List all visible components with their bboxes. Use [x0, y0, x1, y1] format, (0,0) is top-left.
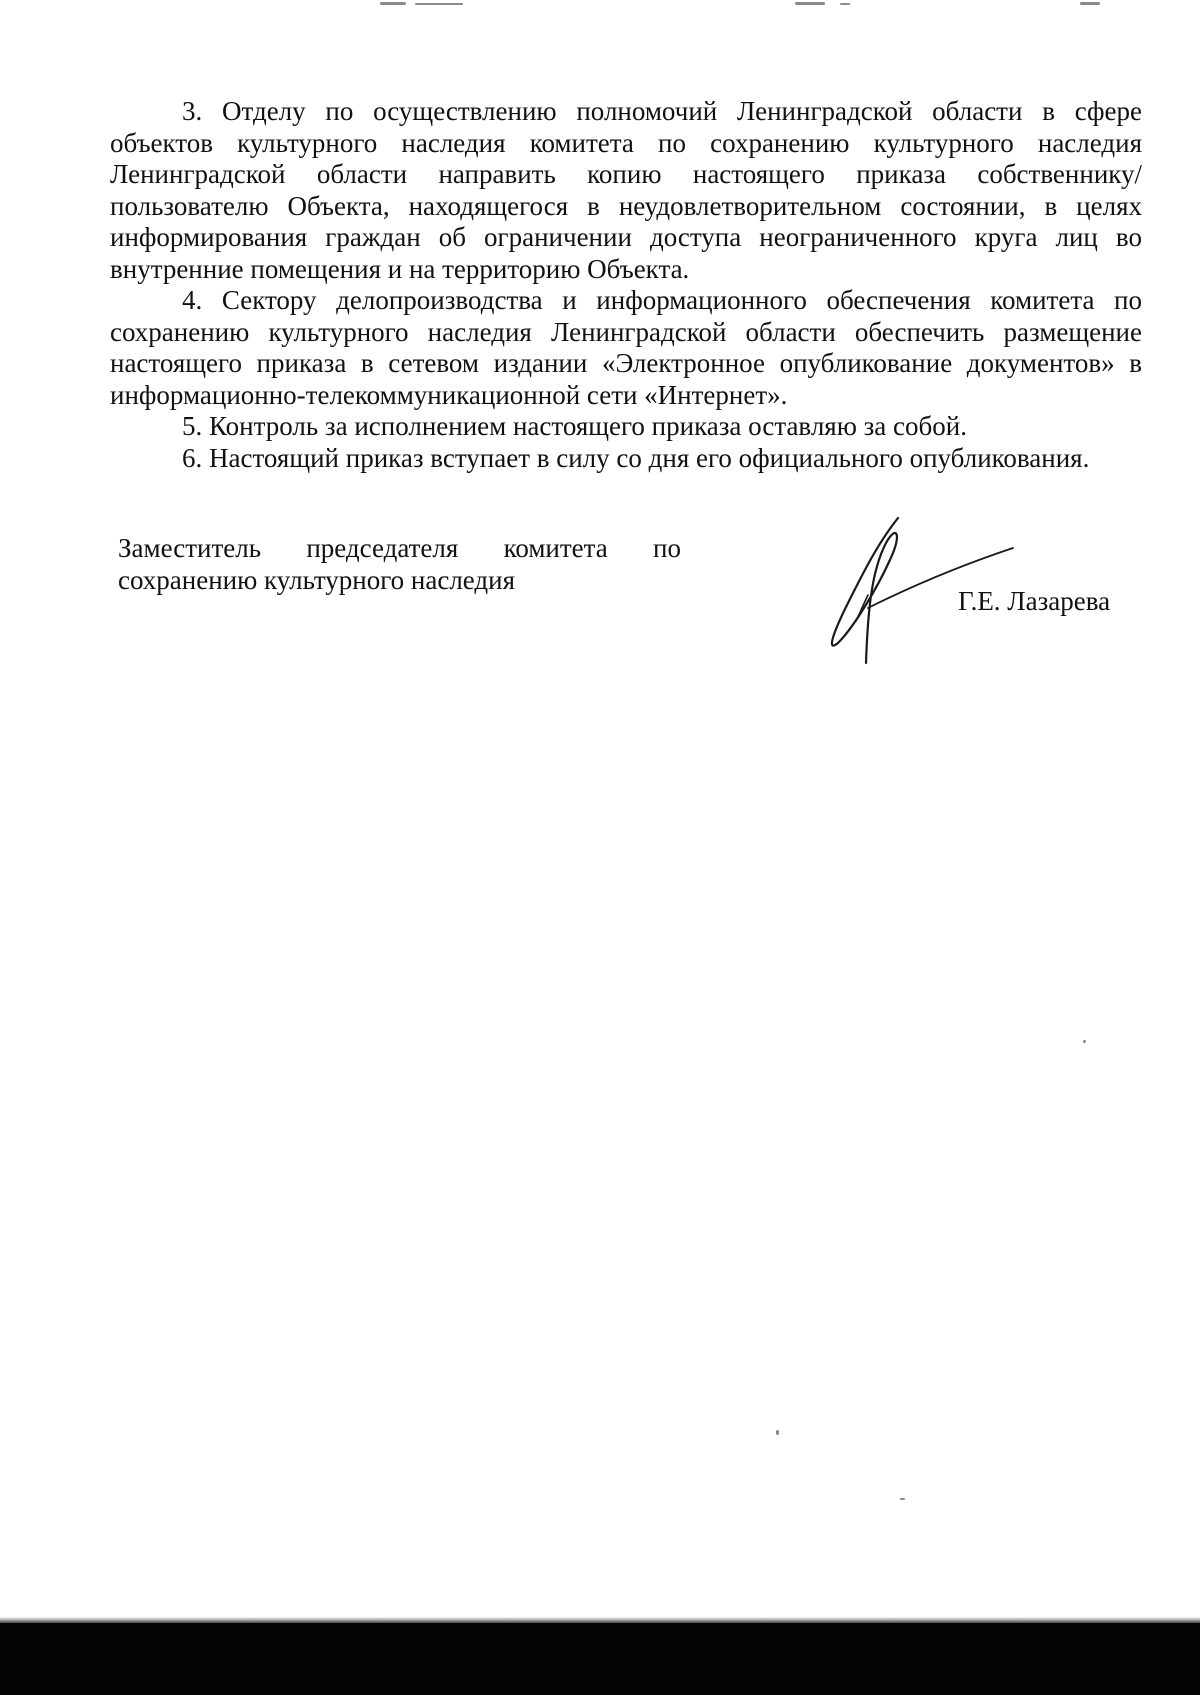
signatory-position-line-1: Заместитель председателя комитета по — [118, 533, 681, 563]
scan-speck — [795, 2, 825, 5]
scan-speck — [776, 1430, 779, 1435]
scan-artifacts-top — [0, 0, 1200, 12]
signature-block — [118, 533, 1142, 673]
signatory-name: Г.Е. Лазарева — [958, 586, 1111, 616]
scan-bottom-band — [0, 1623, 1200, 1695]
scan-speck — [900, 1498, 905, 1500]
scan-speck — [1080, 2, 1100, 5]
scan-speck — [1083, 1040, 1086, 1043]
paragraph-6: 6. Настоящий приказ вступает в силу со дня его официального опубликования. — [182, 442, 1090, 473]
document-body — [110, 96, 1142, 474]
paragraph-3: 3. Отделу по осуществлению полномочий Ленинградской области в сфере объектов культурного наследия комитета по сохранению культурного наследия Ленинградской области направить копию настоящего приказа собственнику/пользователю Объекта, находящегося в неудовлетворительном состоянии, в целях информирования граждан об ограничении доступа неограниченного круга лиц во внутренние помещения и на территорию Объекта. — [110, 96, 1142, 284]
signatory-position — [118, 533, 681, 596]
scan-speck — [380, 2, 406, 5]
paragraph-4: 4. Сектору делопроизводства и информационного обеспечения комитета по сохранению культурного наследия Ленинградской области обеспечить размещение настоящего приказа в сетевом издании «Электронное опубликование документов» в информационно-телекоммуникационной сети «Интернет». — [110, 285, 1142, 410]
scan-speck — [415, 3, 463, 5]
paragraph-5: 5. Контроль за исполнением настоящего приказа оставляю за собой. — [182, 411, 967, 441]
scan-speck — [840, 3, 850, 5]
signatory-position-line-2: сохранению культурного наследия — [118, 564, 516, 595]
